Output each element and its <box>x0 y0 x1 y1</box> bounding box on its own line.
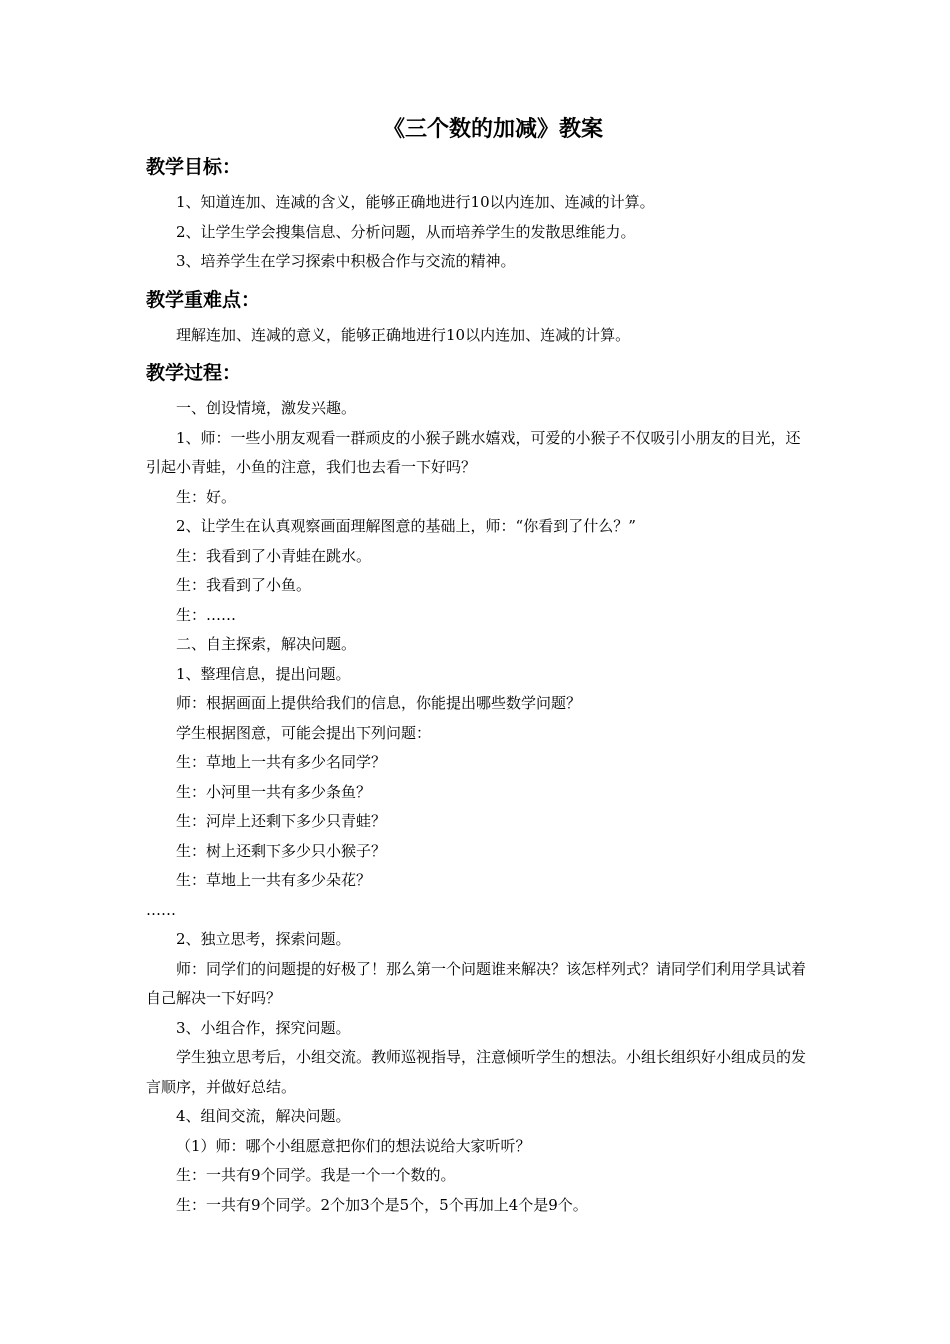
paragraph: 生：草地上一共有多少名同学？ <box>176 753 387 771</box>
paragraph: 3、培养学生在学习探索中积极合作与交流的精神。 <box>176 252 516 270</box>
paragraph: 3、小组合作，探究问题。 <box>176 1018 351 1037</box>
paragraph: 一、创设情境，激发兴趣。 <box>176 399 357 417</box>
paragraph: 生：我看到了小青蛙在跳水。 <box>176 546 372 565</box>
paragraph: 生：我看到了小鱼。 <box>176 576 312 594</box>
paragraph: 生：树上还剩下多少只小猴子？ <box>176 841 387 860</box>
paragraph: 生：…… <box>176 605 237 624</box>
paragraph: 理解连加、连减的意义，能够正确地进行10以内连加、连减的计算。 <box>176 325 631 344</box>
paragraph: 生：小河里一共有多少条鱼？ <box>176 782 372 801</box>
section-heading: 教学重难点： <box>146 288 261 311</box>
ellipsis-line: …… <box>146 900 176 919</box>
paragraph: 1、师：一些小朋友观看一群顽皮的小猴子跳水嬉戏，可爱的小猴子不仅吸引小朋友的目光，还引起小青蛙，小鱼的注意，我们也去看一下好吗？ <box>146 428 801 476</box>
paragraph: 师：根据画面上提供给我们的信息，你能提出哪些数学问题？ <box>176 694 582 712</box>
paragraph: （1）师：哪个小组愿意把你们的想法说给大家听听？ <box>176 1136 531 1155</box>
paragraph: 2、独立思考，探索问题。 <box>176 930 351 948</box>
paragraph: 生：河岸上还剩下多少只青蛙？ <box>176 812 387 830</box>
paragraph: 4、组间交流，解决问题。 <box>176 1107 351 1125</box>
paragraph: 学生根据图意，可能会提出下列问题： <box>176 723 432 742</box>
paragraph: 1、整理信息，提出问题。 <box>176 664 351 683</box>
section-objectives <box>146 154 810 277</box>
paragraph: 师：同学们的问题提的好极了！那么第一个问题谁来解决？该怎样列式？请同学们利用学具试着自己解决一下好吗？ <box>146 959 807 1007</box>
section-key-points <box>146 287 810 351</box>
paragraph: 二、自主探索，解决问题。 <box>176 635 357 653</box>
section-process <box>146 360 810 1220</box>
paragraph: 生：草地上一共有多少朵花？ <box>176 871 372 889</box>
paragraph: 生：一共有9个同学。我是一个一个数的。 <box>176 1166 456 1184</box>
section-heading: 教学过程： <box>146 362 242 384</box>
document-title: 《三个数的加减》教案 <box>382 117 603 142</box>
paragraph: 学生独立思考后，小组交流。教师巡视指导，注意倾听学生的想法。小组长组织好小组成员的发言顺序，并做好总结。 <box>146 1048 807 1096</box>
paragraph: 1、知道连加、连减的含义，能够正确地进行10以内连加、连减的计算。 <box>176 193 655 211</box>
paragraph: 2、让学生学会搜集信息、分析问题，从而培养学生的发散思维能力。 <box>176 222 636 241</box>
paragraph: 生：好。 <box>176 487 237 506</box>
section-heading: 教学目标： <box>146 156 242 178</box>
paragraph: 2、让学生在认真观察画面理解图意的基础上，师：“你看到了什么？” <box>176 517 636 535</box>
paragraph: 生：一共有9个同学。2个加3个是5个，5个再加上4个是9个。 <box>176 1195 588 1214</box>
